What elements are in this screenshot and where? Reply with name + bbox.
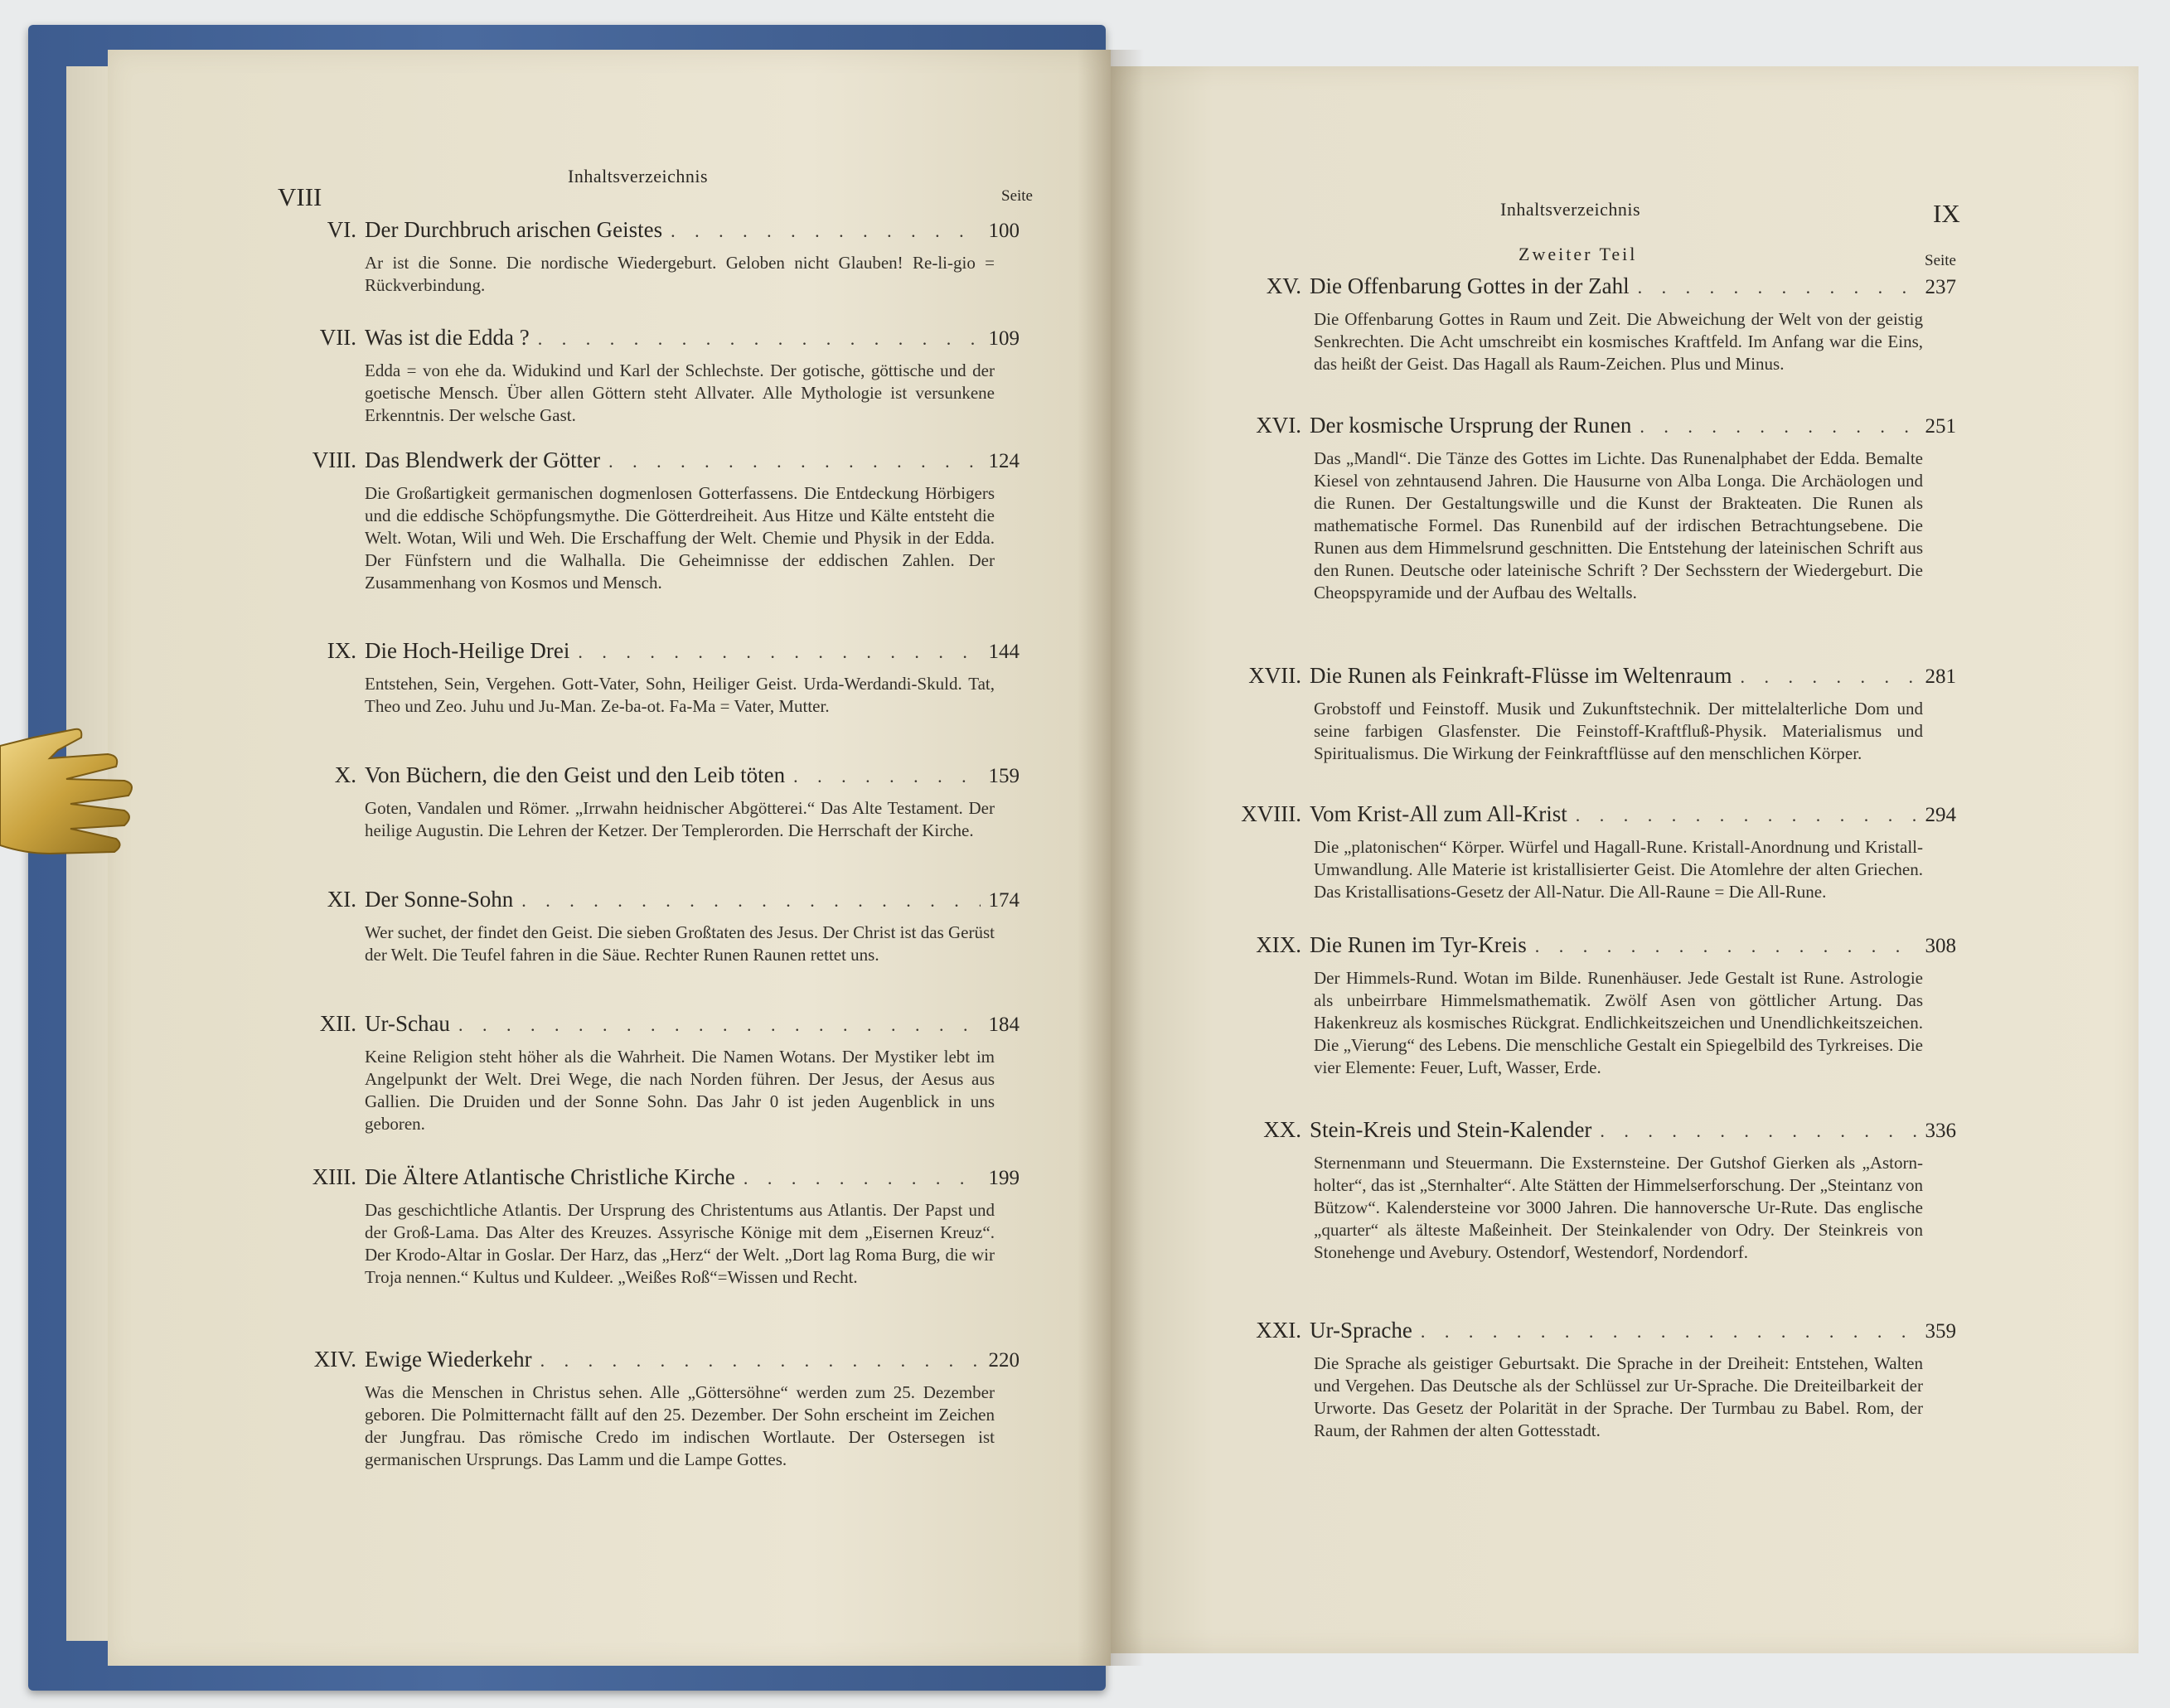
entry-description: Das geschichtliche Atlantis. Der Ursprung des Christentums aus Atlantis. Der Papst und der Groß-Lama. Das Alter des Kreuzes. Assyrische Könige mit dem „Eisernen Kreuz“. Der Krodo-Altar in Goslar. Der Harz, das „Herz“ der Welt. „Dort lag Roma Burg, die wir Troja nennen.“ Kultus und Kuldeer. „Weißes Roß“=Wissen und Recht. [365,1200,995,1287]
leader-dots [540,1350,981,1372]
entry-number: XX. [1263,1117,1301,1142]
entry-title: Was ist die Edda ? [365,325,530,350]
entry-description: Die Sprache als geistiger Geburtsakt. Die Sprache in der Dreiheit: Entstehen, Walten und Vergehen. Das Deutsche als der Schlüssel zur Ur-Sprache. Die Dreiteilbarkeit der Urworte. Das Gesetz der Polarität in der Sprache. Der Turmbau zu Babel. Rom, der Raum, der Rahmen der alten Gottesstadt. [1314,1353,1923,1440]
entry-number: VI. [327,217,356,242]
entry-number: XI. [327,887,356,912]
entry-page: 251 [1925,415,1956,438]
entry-page: 159 [988,765,1020,787]
entry-description: Edda = von ehe da. Widukind und Karl der Schlechste. Der gotische, göttische und der goetische Mensch. Über allen Göttern steht Allvater. Alle Mythologie ist versunkene Erkenntnis. Der welsche Gast. [365,360,995,425]
leader-dots [744,1168,981,1189]
leader-dots [1640,416,1916,438]
right-running-head: Inhaltsverzeichnis [1500,199,1641,220]
entry-title: Das Blendwerk der Götter [365,448,601,472]
entry-number: XV. [1266,273,1301,298]
entry-page: 281 [1925,665,1956,688]
entry-number: XVII. [1248,663,1301,688]
entry-number: XIII. [312,1164,356,1189]
entry-page: 359 [1925,1320,1956,1343]
entry-title: Die Runen als Feinkraft-Flüsse im Weltenraum [1310,663,1732,688]
entry-title: Ewige Wiederkehr [365,1347,532,1372]
right-folio: IX [1933,199,1960,228]
leader-dots [1600,1120,1916,1142]
part-title: Zweiter Teil [1519,244,1638,264]
entry-page: 109 [988,327,1020,350]
book-gutter [1078,50,1144,1666]
leader-dots [578,641,980,663]
entry-description: Sternenmann und Steuermann. Die Exsternsteine. Der Gutshof Gierken als „Astorn-holter“, das ist „Sternhalter“. Alte Stätten der Himmelserforschung. Der „Steintanz von Bützow“. Kalendersteine vor 3000 Jahren. Die hannoversche Ur-Rute. Das englische „quarter“ als älteste Maßeinheit. Der Steinkalender von Odry. Der Steinkreis von Stonehenge und Avebury. Ostendorf, Westendorf, Nordendorf. [1314,1153,1923,1262]
entry-page: 199 [988,1167,1020,1189]
entry-page: 336 [1925,1120,1956,1142]
entry-title: Ur-Schau [365,1011,450,1036]
left-folio: VIII [278,182,322,211]
entry-page: 184 [988,1014,1020,1036]
entry-title: Die Runen im Tyr-Kreis [1310,932,1527,957]
leader-dots [1576,805,1917,826]
entry-number: IX. [327,638,356,663]
entry-number: XII. [319,1011,356,1036]
entry-number: VIII. [312,448,356,472]
leader-dots [671,220,980,242]
entry-description: Das „Mandl“. Die Tänze des Gottes im Lichte. Das Runenalphabet der Edda. Bemalte Kiesel von zehntausend Jahren. Die Hausurne von Alba Longa. Die Archäologen und die Runen. Der Gestaltungswille und die Kunst der Brakteaten. Die Runen als mathematische Formel. Das Runenbild auf der irdischen Betrachtungsebene. Die Runen aus dem Himmelsrund geschnitten. Die Entstehung der lateinischen Schrift aus den Runen. Deutsche oder lateinische Schrift ? Der Sechsstern der Wiedergeburt. Die Cheopspyramide und der Aufbau des Weltalls. [1314,448,1923,602]
entry-title: Der Durchbruch arischen Geistes [365,217,663,242]
left-running-head: Inhaltsverzeichnis [568,166,709,186]
right-seite-label: Seite [1925,252,1956,269]
entry-title: Von Büchern, die den Geist und den Leib töten [365,762,786,787]
entry-page: 144 [988,641,1020,663]
entry-page: 124 [988,450,1020,472]
entry-number: XXI. [1256,1318,1301,1343]
entry-title: Der kosmische Ursprung der Runen [1310,413,1632,438]
entry-number: X. [334,762,356,787]
entry-description: Entstehen, Sein, Vergehen. Gott-Vater, Sohn, Heiliger Geist. Urda-Werdandi-Skuld. Tat, Theo und Zeo. Juhu und Ju-Man. Ze-ba-ot. Fa-Ma = Vater, Mutter. [365,674,995,716]
entry-title: Ur-Sprache [1310,1318,1412,1343]
leader-dots [1421,1321,1917,1343]
entry-title: Stein-Kreis und Stein-Kalender [1310,1117,1592,1142]
entry-description: Die Offenbarung Gottes in Raum und Zeit. Die Abweichung der Welt von der geistig Senkrechten. Die Acht umschreibt ein kosmisches Kraftfeld. Im Anfang war die Eins, das heißt der Geist. Das Hagall als Raum-Zeichen. Plus und Minus. [1314,309,1923,374]
leader-dots [458,1014,981,1036]
entry-description: Die Großartigkeit germanischen dogmenlosen Gotterfassens. Die Entdeckung Hörbigers und die eddische Schöpfungsmythe. Die Götterdreiheit. Aus Hitze und Kälte entsteht die Welt. Wotan, Wili und Weh. Die Erschaffung der Welt. Chemie und Physik in der Edda. Der Fünfstern und die Walhalla. Die Geheimnisse der eddischen Zahlen. Der Zusammenhang von Kosmos und Mensch. [365,483,995,593]
right-page [1111,66,2139,1653]
leader-dots [521,890,980,912]
entry-number: XIV. [313,1347,356,1372]
entry-number: XVIII. [1241,801,1301,826]
entry-number: XIX. [1256,932,1301,957]
entry-description: Was die Menschen in Christus sehen. Alle „Göttersöhne“ werden zum 25. Dezember geboren. Die Polmitternacht fällt auf den 25. Dezember. Der Sohn erscheint im Zeichen der Jungfrau. Das römische Credo im indischen Wortlaute. Der Ostersegen ist germanischen Ursprungs. Das Lamm und die Lampe Gottes. [365,1382,995,1469]
entry-description: Goten, Vandalen und Römer. „Irrwahn heidnischer Abgötterei.“ Das Alte Testament. Der heilige Augustin. Die Lehren der Ketzer. Der Templerorden. Die Herrschaft der Kirche. [365,798,995,840]
entry-description: Grobstoff und Feinstoff. Musik und Zukunftstechnik. Der mittelalterliche Dom und seine farbigen Glasfenster. Die Feinstoff-Kraftfluß-Physik. Materialismus und Spiritualismus. Die Wirkung der Feinkraftflüsse auf den menschlichen Körper. [1314,699,1923,763]
entry-page: 308 [1925,935,1956,957]
leader-dots [793,766,980,787]
entry-title: Vom Krist-All zum All-Krist [1310,801,1567,826]
entry-page: 100 [988,220,1020,242]
leader-dots [1740,666,1916,688]
entry-title: Die Offenbarung Gottes in der Zahl [1310,273,1630,298]
entry-number: XVI. [1256,413,1301,438]
entry-description: Ar ist die Sonne. Die nordische Wiedergeburt. Geloben nicht Glauben! Re-li-gio = Rückverbindung. [365,253,995,295]
left-page [108,50,1111,1666]
entry-page: 174 [988,889,1020,912]
entry-description: Keine Religion steht höher als die Wahrheit. Die Namen Wotans. Der Mystiker lebt im Angelpunkt der Welt. Drei Wege, die nach Norden führen. Der Jesus, der Aesus aus Gallien. Die Druiden und der Sonne Sohn. Das Jahr 0 ist jeden Augenblick in uns geboren. [365,1047,995,1134]
left-seite-label: Seite [1001,187,1033,205]
leader-dots [608,451,980,472]
entry-title: Die Ältere Atlantische Christliche Kirche [365,1164,735,1189]
entry-title: Der Sonne-Sohn [365,887,514,912]
entry-title: Die Hoch-Heilige Drei [365,638,570,663]
leader-dots [1638,277,1917,298]
leader-dots [1535,936,1917,957]
page-holder-hand-icon [0,721,157,887]
entry-description: Die „platonischen“ Körper. Würfel und Hagall-Rune. Kristall-Anordnung und Kristall-Umwandlung. Alle Materie ist kristallisierter Geist. Die Atomlehre der alten Griechen. Das Kristallisations-Gesetz der All-Natur. Die All-Raune = Die All-Rune. [1314,837,1923,902]
entry-page: 237 [1925,276,1956,298]
leader-dots [538,328,981,350]
entry-description: Wer suchet, der findet den Geist. Die sieben Großtaten des Jesus. Der Christ ist das Gerüst der Welt. Die Teufel fahren in die Säue. Rechter Runen Raunen rettet uns. [365,922,995,965]
entry-description: Der Himmels-Rund. Wotan im Bilde. Runenhäuser. Jede Gestalt ist Rune. Astrologie als unbeirrbare Himmelsmathematik. Zwölf Asen von göttlicher Artung. Das Hakenkreuz als kosmisches Rückgrat. Endlichkeitszeichen und Unendlichkeitszeichen. Die „Vierung“ des Lebens. Die menschliche Gestalt ein Spiegelbild des Tyrkreises. Die vier Elemente: Feuer, Luft, Wasser, Erde. [1314,968,1923,1077]
entry-page: 294 [1925,804,1956,826]
entry-number: VII. [319,325,356,350]
entry-page: 220 [988,1349,1020,1372]
